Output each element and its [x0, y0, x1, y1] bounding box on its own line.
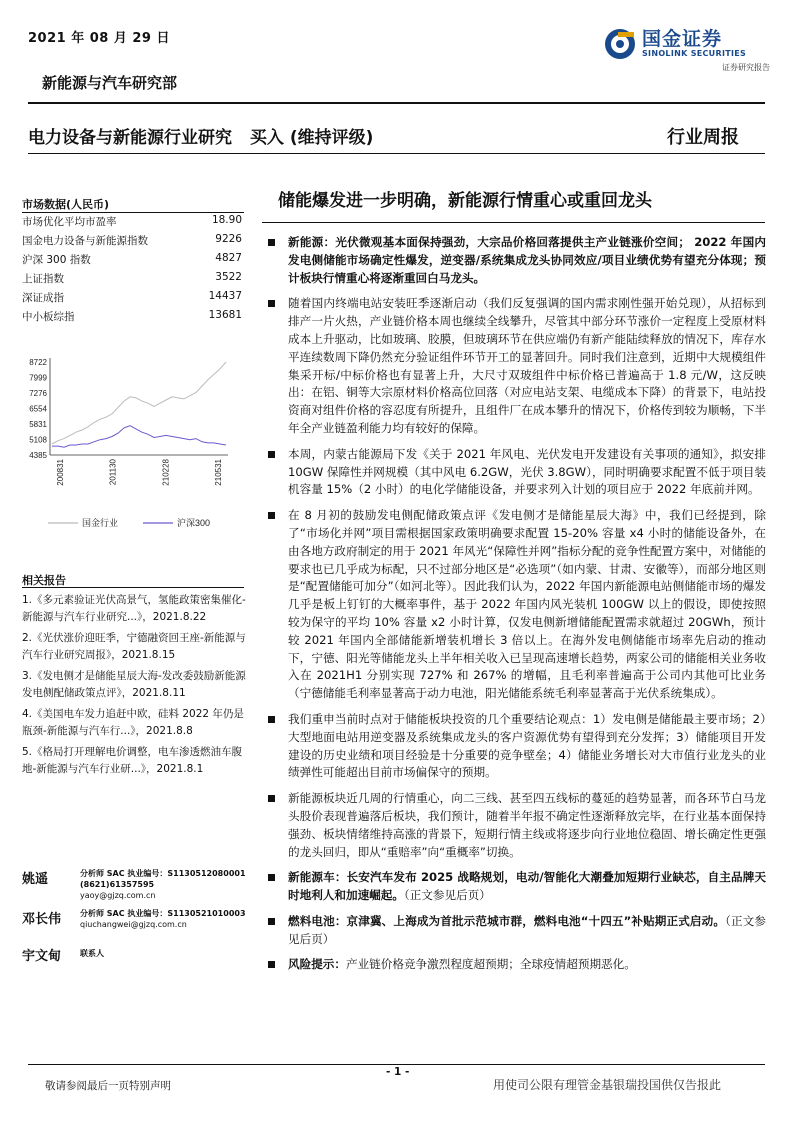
analyst-info — [80, 948, 104, 959]
chart-y-tick-label: 7999 — [29, 373, 47, 383]
paragraph-lead: 新能源：光伏微观基本面保持强劲，大宗品价格回落提供主产业链涨价空间； 2022 年国内发电侧储能市场确定性爆发，逆变器/系统集成龙头协同效应/项目业绩优势有望充分体现；预计板块行情重心将逐渐重回白马龙头。 — [288, 235, 766, 285]
related-report-item[interactable]: 4.《美国电车发力追赶中欧，硅料 2022 年仍是瓶颈-新能源与汽车行...》，2021.8.8 — [22, 708, 244, 737]
analyst-info — [80, 908, 246, 930]
body-paragraph — [266, 956, 766, 974]
market-data-value: 18.90 — [211, 214, 242, 226]
paragraph-text: （正文参见后页） — [403, 888, 491, 903]
paragraph-lead: 风险提示： — [288, 957, 346, 972]
analyst-1 — [22, 868, 262, 908]
chart-series-line-0 — [52, 362, 226, 444]
bullet-square-icon — [268, 961, 275, 968]
bullet-square-icon — [268, 512, 275, 519]
chart-y-tick-label: 5831 — [29, 419, 47, 429]
chart-legend-label: 国金行业 — [82, 518, 119, 528]
related-report-item[interactable]: 2.《光伏涨价迎旺季，宁德融资回王座-新能源与汽车行业研究周报》，2021.8.15 — [22, 632, 246, 661]
bullet-square-icon — [268, 716, 275, 723]
footer-disclaimer: 敬请参阅最后一页特别声明 — [45, 1080, 171, 1092]
footer-watermark: 用使司公限有理管金基银瑞投国供仅告报此 — [493, 1078, 722, 1092]
analyst-sac: 分析师 SAC 执业编号：S1130512080001 — [80, 869, 246, 878]
body-paragraph — [266, 295, 766, 437]
market-data-row — [22, 271, 244, 288]
main-title-rule — [262, 222, 765, 223]
paragraph-text: 本周，内蒙古能源局下发《关于 2021 年风电、光伏发电开发建设有关事项的通知》，拟安排 10GW 保障性并网规模（其中风电 6.2GW，光伏 3.8GW），同时明确要求配置不低于项目装机容量 15%（2 小时）的电化学储能设备，并要求列入计划的项目应于 2022 年底前并网。 — [288, 446, 766, 497]
market-data-label: 国金电力设备与新能源指数 — [22, 235, 148, 247]
report-date: 2021 年 08 月 29 日 — [28, 31, 170, 46]
body-paragraph — [266, 869, 766, 905]
bullet-square-icon — [268, 918, 275, 925]
chart-y-tick-label: 6554 — [29, 404, 47, 414]
analyst-phone: (8621)61357595 — [80, 880, 155, 889]
paragraph-text: 产业链价格竞争激烈程度超预期；全球疫情超预期恶化。 — [345, 957, 636, 972]
market-data-row — [22, 290, 244, 307]
related-report-item[interactable]: 1.《多元素验证光伏高景气，氢能政策密集催化-新能源与汽车行业研究...》，2021.8.22 — [22, 594, 246, 623]
paragraph-text: （正文参见后页） — [288, 913, 767, 946]
analyst-name: 邓长伟 — [22, 912, 62, 927]
market-data-title: 市场数据(人民币) — [22, 198, 110, 211]
chart-x-tick-label: 210228 — [161, 459, 171, 486]
market-data-label: 上证指数 — [22, 273, 64, 285]
body-paragraph — [266, 446, 766, 499]
body-paragraph — [266, 913, 766, 949]
paragraph-lead: 燃料电池：京津冀、上海成为首批示范城市群，燃料电池“十四五”补贴期正式启动。 — [288, 913, 726, 928]
market-data-row — [22, 233, 244, 250]
analyst-sac: 分析师 SAC 执业编号：S1130521010003 — [80, 909, 246, 918]
analyst-email[interactable]: yaoy@gjzq.com.cn — [80, 891, 156, 900]
analyst-email[interactable]: qiuchangwei@gjzq.com.cn — [80, 920, 187, 929]
market-data-row — [22, 309, 244, 326]
analyst-name: 宇文甸 — [22, 949, 62, 964]
body-paragraph — [266, 234, 766, 287]
chart-series-line-1 — [52, 426, 226, 448]
chart-x-tick-label: 200831 — [56, 459, 65, 486]
main-body — [266, 234, 766, 982]
analyst-role: 联系人 — [80, 949, 104, 958]
market-data-value: 3522 — [215, 271, 242, 283]
body-paragraph — [266, 711, 766, 782]
market-data-value: 4827 — [215, 252, 242, 264]
chart-legend-label: 沪深300 — [177, 518, 211, 528]
market-data-value: 9226 — [215, 233, 242, 245]
logo-english-name: SINOLINK SECURITIES — [642, 49, 747, 58]
bullet-square-icon — [268, 451, 275, 458]
bullet-square-icon — [268, 300, 275, 307]
market-data-row — [22, 214, 244, 231]
bullet-square-icon — [268, 239, 275, 246]
related-report-item[interactable]: 3.《发电侧才是储能星辰大海-发改委鼓励新能源发电侧配储政策点评》，2021.8.11 — [22, 670, 246, 699]
related-reports-rule — [22, 587, 244, 588]
paragraph-text: 在 8 月初的鼓励发电侧配储政策点评《发电侧才是储能星辰大海》中，我们已经提到，除了“市场化并网”项目需根据国家政策明确要求配置 15-20% 容量 x4 小时的储能设备外，在由各地方政府制定的用于 2021 年风光“保障性并网”指标分配的竞争性配置方案中，对储能的要求也已几乎成为标配，只不过部分地区是“必选项”（如内蒙、甘肃、安徽等），而部分地区则是“配置储能可加分”（如河北等）。因此我们认为，2022 年国内新能源电站侧储能市场的爆发几乎是板上钉钉的大概率事件，基于 2022 年国内风光装机 100GW 以上的假设，即使按照较为保守的平均 10% 容量 x2 小时计算，仅发电侧新增储能配置需求就超过 20GWh，预计较 2021 年国内全部储能新增装机增长 3 倍以上。在海外发电侧储能市场率先启动的推动下，宁德、阳光等储能龙头上半年相关收入已呈现高速增长趋势，两家公司的储能相关业务收入在 2021H1 分别实现 727% 和 267% 的增幅，且毛利率普遍高于公司内其他可比业务（宁德储能毛利率显著高于动力电池，阳光储能系统毛利率显著高于光伏系统集成）。 — [288, 508, 766, 701]
footer-rule — [28, 1064, 765, 1065]
paragraph-text: 新能源板块近几周的行情重心，向二三线、甚至四五线标的蔓延的趋势显著，而各环节白马龙头股价表现普遍落后板块，我们预计，随着半年报不确定性逐渐释放完毕，在行业基本面保持强劲、板块情绪维持高涨的背景下，短期行情主线或将逐步向行业地位稳固、增长确定性更强的龙头回归，即从“重赔率”向“重概率”切换。 — [288, 791, 766, 859]
sector-underline — [28, 153, 765, 154]
chart-y-tick-label: 4385 — [29, 451, 47, 460]
bullet-square-icon — [268, 795, 275, 802]
market-data-label: 中小板综指 — [22, 311, 75, 323]
logo-chinese-name: 国金证券 — [642, 28, 723, 50]
market-data-label: 沪深 300 指数 — [22, 254, 91, 266]
sector-name: 电力设备与新能源行业研究 — [28, 128, 232, 148]
chart-x-tick-label: 210531 — [214, 459, 223, 486]
related-reports-list — [22, 592, 250, 782]
paragraph-lead: 新能源车：长安汽车发布 2025 战略规划，电动/智能化大潮叠加短期行业缺芯，自主品牌天时地利人和加速崛起。 — [288, 870, 766, 903]
market-data-rule — [22, 212, 244, 213]
chart-y-tick-label: 8722 — [29, 358, 47, 367]
analyst-2 — [22, 908, 262, 938]
paragraph-text: 我们重申当前时点对于储能板块投资的几个重要结论观点：1）发电侧是储能最主要市场；2）大型地面电站用逆变器及系统集成龙头的客户资源优势有望得到充分发挥；3）储能项目开发建设的历史业绩和项目经验是十分重要的竞争壁垒；4）储能业务增长对大市值行业龙头的业绩弹性可能超出目前市场偏保守的预期。 — [288, 711, 766, 780]
paragraph-text: 随着国内终端电站安装旺季逐渐启动（我们反复强调的国内需求刚性强开始兑现），从招标到排产一片火热，产业链价格本周也继续全线攀升，尽管其中部分环节涨价一定程度上受原材料成本上升驱动，比如玻璃、胶膜，但玻璃环节在供应端仍有新产能陆续释放的情况下，库存水平连续数周下降仍然充分验证组件环节开工的显著回升。同时我们注意到，近期中大规模组件集采开标/中标价格也有显著上升，大尺寸双玻组件中标价格已普遍高于 1.8 元/W，这反映出：在铝、铜等大宗原材料价格高位回落（对应电站支架、电缆成本下降）的背景下，电站投资商对组件价格的容忍度有所提升，且组件厂在成本攀升的情况下，价格传到较为顺畅，下半年全产业链盈利能力均有较好的保障。 — [288, 296, 766, 435]
analyst-name: 姚遥 — [22, 872, 49, 887]
analyst-3 — [22, 945, 262, 965]
analyst-info — [80, 868, 246, 901]
chart-y-tick-label: 5108 — [29, 435, 47, 445]
related-reports-title: 相关报告 — [22, 574, 66, 587]
market-data-label: 市场优化平均市盈率 — [22, 216, 117, 228]
market-data-value: 13681 — [208, 309, 242, 321]
market-data-value: 14437 — [208, 290, 242, 302]
bullet-square-icon — [268, 874, 275, 881]
related-report-item[interactable]: 5.《格局打开理解电价调整，电车渗透燃油车腹地-新能源与汽车行业研...》，2021.8.1 — [22, 746, 243, 775]
main-title: 储能爆发进一步明确，新能源行情重心或重回龙头 — [278, 191, 652, 211]
chart-y-tick-label: 7276 — [29, 389, 47, 399]
header-divider — [28, 102, 765, 104]
logo-subtitle: 证券研究报告 — [722, 63, 770, 72]
report-type: 行业周报 — [667, 127, 739, 148]
index-line-chart — [18, 350, 243, 540]
rating: 买入 (维持评级) — [249, 128, 374, 148]
market-data-row — [22, 252, 244, 269]
body-paragraph — [266, 507, 766, 703]
page-number: - 1 - — [386, 1066, 410, 1078]
department: 新能源与汽车研究部 — [42, 74, 178, 92]
market-data-label: 深证成指 — [22, 292, 64, 304]
body-paragraph — [266, 790, 766, 861]
sector-rating — [28, 123, 373, 148]
chart-x-tick-label: 201130 — [108, 459, 118, 486]
